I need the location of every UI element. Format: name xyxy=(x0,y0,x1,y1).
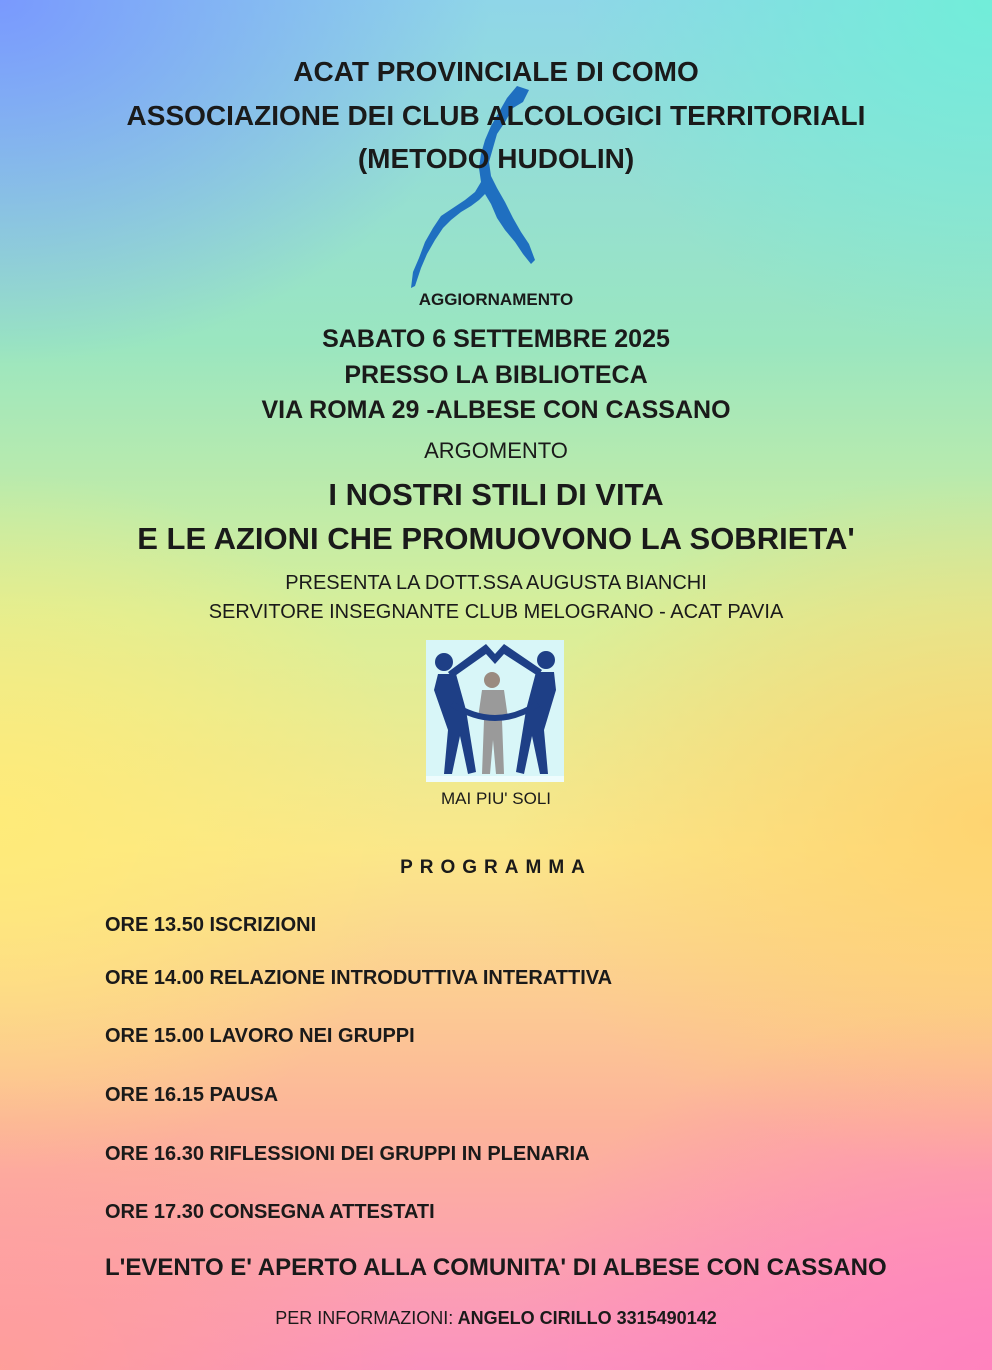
info-line xyxy=(0,1308,992,1329)
topic-title-1: I NOSTRI STILI DI VITA xyxy=(328,477,664,512)
program-item: ORE 16.15 PAUSA xyxy=(105,1084,279,1106)
people-embrace-logo xyxy=(426,640,564,782)
speaker-line-1: PRESENTA LA DOTT.SSA AUGUSTA BIANCHI xyxy=(285,572,707,594)
speaker-line-2: SERVITORE INSEGNANTE CLUB MELOGRANO - ACAT PAVIA xyxy=(208,601,784,623)
info-contact: ANGELO CIRILLO 3315490142 xyxy=(457,1308,717,1328)
info-label: PER INFORMAZIONI: xyxy=(275,1308,454,1328)
program-title: PROGRAMMA xyxy=(400,857,592,878)
event-date: SABATO 6 SETTEMBRE 2025 xyxy=(322,325,670,353)
topic-title-2: E LE AZIONI CHE PROMUOVONO LA SOBRIETA' xyxy=(137,521,855,556)
header-line-1: ACAT PROVINCIALE DI COMO xyxy=(293,56,699,87)
logo-caption: MAI PIU' SOLI xyxy=(441,789,551,808)
header-line-2: ASSOCIAZIONE DEI CLUB ALCOLOGICI TERRITORIALI xyxy=(126,100,866,131)
program-item: ORE 15.00 LAVORO NEI GRUPPI xyxy=(105,1025,415,1047)
event-place: PRESSO LA BIBLIOTECA xyxy=(344,361,648,389)
event-address: VIA ROMA 29 -ALBESE CON CASSANO xyxy=(261,396,731,424)
program-item: ORE 14.00 RELAZIONE INTRODUTTIVA INTERATTIVA xyxy=(105,967,613,989)
program-item: ORE 17.30 CONSEGNA ATTESTATI xyxy=(105,1201,435,1223)
program-item: ORE 13.50 ISCRIZIONI xyxy=(105,914,317,936)
event-type: AGGIORNAMENTO xyxy=(418,290,574,309)
open-event-notice: L'EVENTO E' APERTO ALLA COMUNITA' DI ALBESE CON CASSANO xyxy=(105,1254,887,1281)
program-item: ORE 16.30 RIFLESSIONI DEI GRUPPI IN PLENARIA xyxy=(105,1143,590,1165)
header-line-3: (METODO HUDOLIN) xyxy=(357,143,635,174)
topic-label: ARGOMENTO xyxy=(424,438,568,463)
people-embrace-icon xyxy=(426,640,564,782)
